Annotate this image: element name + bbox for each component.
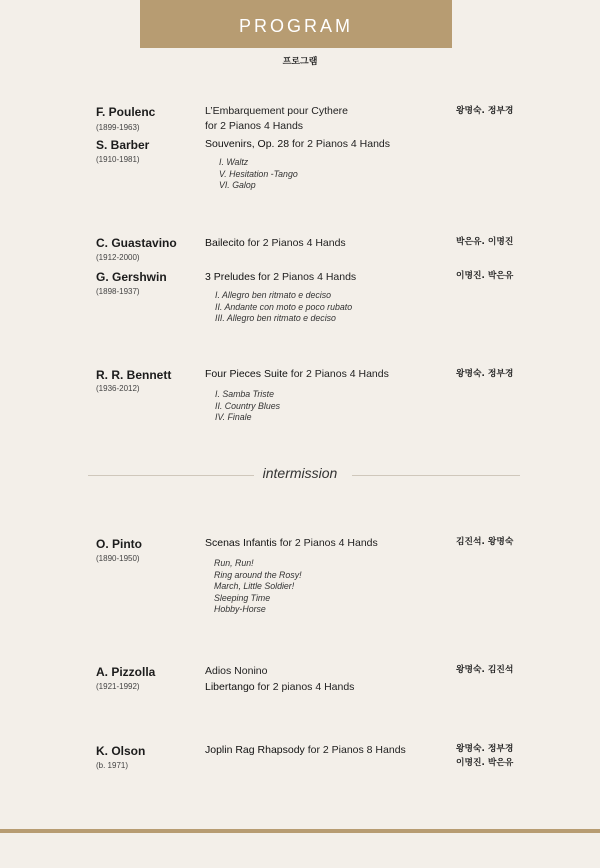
- piece-title: Scenas Infantis: [205, 537, 277, 549]
- movement-list: [219, 157, 298, 192]
- page-subtitle: 프로그램: [282, 57, 318, 67]
- intermission-label: intermission: [262, 465, 338, 481]
- piece-instrumentation: for 2 Pianos 4 Hands: [287, 368, 389, 380]
- piece-line: [205, 137, 390, 151]
- performers: [456, 742, 513, 770]
- composer-name: F. Poulenc: [96, 105, 156, 119]
- movement: March, Little Soldier!: [214, 581, 295, 591]
- movement-list: [215, 389, 280, 424]
- composer-years: (1898-1937): [96, 287, 140, 296]
- composer-name: R. R. Bennett: [96, 368, 172, 382]
- piece-line: [205, 680, 354, 694]
- composer-years: (1921-1992): [96, 682, 140, 691]
- movement: III. Allegro ben ritmato e deciso: [215, 313, 336, 323]
- piece-instrumentation: for 2 Pianos 8 Hands: [304, 744, 406, 756]
- piece-line: [205, 236, 346, 250]
- piece-title: 3 Preludes: [205, 271, 256, 283]
- composer-name: G. Gershwin: [96, 270, 167, 284]
- piece-line: [205, 743, 406, 757]
- composer-years: (1899-1963): [96, 123, 140, 132]
- footer-rule: [0, 829, 600, 833]
- movement-list: [214, 558, 302, 616]
- piece-title: Adios Nonino: [205, 665, 268, 677]
- performer-pair: 이명진. 박은유: [456, 758, 514, 768]
- page-title: PROGRAM: [238, 15, 353, 36]
- movement: VI. Galop: [219, 180, 256, 190]
- performers: 왕명숙. 정부경: [456, 369, 514, 379]
- composer-name: S. Barber: [96, 138, 150, 152]
- piece-title: Joplin Rag Rhapsody: [205, 744, 305, 756]
- piece-line: [205, 367, 389, 381]
- movement: I. Allegro ben ritmato e deciso: [215, 290, 332, 300]
- composer-name: C. Guastavino: [96, 236, 177, 250]
- performers: 김진석. 왕명숙: [456, 537, 514, 547]
- piece-instrumentation: for 2 Pianos 4 Hands: [276, 537, 378, 549]
- movement: I. Waltz: [219, 157, 249, 167]
- composer-name: A. Pizzolla: [96, 665, 156, 679]
- movement: Sleeping Time: [214, 592, 271, 603]
- performers: 박은유. 이명진: [456, 237, 514, 247]
- composer-name: K. Olson: [96, 744, 146, 758]
- performers: 이명진. 박은유: [456, 271, 514, 281]
- piece-instrumentation: for 2 Pianos 4 Hands: [244, 237, 346, 249]
- piece-instrumentation: for 2 Pianos 4 Hands: [205, 120, 304, 132]
- piece-line: [205, 536, 378, 550]
- piece-title: Souvenirs, Op. 28: [205, 138, 290, 150]
- program-header-banner: [140, 0, 452, 48]
- piece-instrumentation: for 2 pianos 4 Hands: [254, 681, 355, 693]
- movement: Ring around the Rosy!: [214, 569, 302, 580]
- performer-pair: 왕명숙. 정부경: [456, 744, 514, 754]
- performers: 왕명숙. 정부경: [456, 106, 514, 116]
- performers: 왕명숙. 김진석: [456, 665, 514, 675]
- composer-years: (1936-2012): [96, 384, 140, 393]
- composer-name: O. Pinto: [96, 537, 142, 551]
- piece-line: [205, 270, 356, 284]
- movement: Run, Run!: [214, 558, 254, 568]
- intermission-divider-right: [352, 475, 520, 476]
- piece-instrumentation: for 2 Pianos 4 Hands: [255, 271, 357, 283]
- composer-years: (1890-1950): [96, 554, 140, 563]
- movement-list: [215, 290, 352, 325]
- composer-years: (b. 1971): [96, 761, 129, 770]
- movement: V. Hesitation -Tango: [219, 168, 298, 179]
- composer-years: (1910-1981): [96, 155, 140, 164]
- piece-title: Bailecito: [205, 237, 245, 249]
- movement: Hobby-Horse: [214, 604, 266, 614]
- piece-instrumentation: for 2 Pianos 4 Hands: [289, 138, 391, 150]
- movement: II. Country Blues: [215, 400, 281, 411]
- movement: IV. Finale: [215, 412, 252, 422]
- movement: II. Andante con moto e poco rubato: [215, 301, 353, 312]
- piece-title: Four Pieces Suite: [205, 368, 288, 380]
- movement: I. Samba Triste: [215, 389, 274, 399]
- composer-years: (1912-2000): [96, 253, 140, 262]
- piece-title: Libertango: [205, 681, 255, 693]
- piece-title: L’Embarquement pour Cythere: [205, 105, 348, 117]
